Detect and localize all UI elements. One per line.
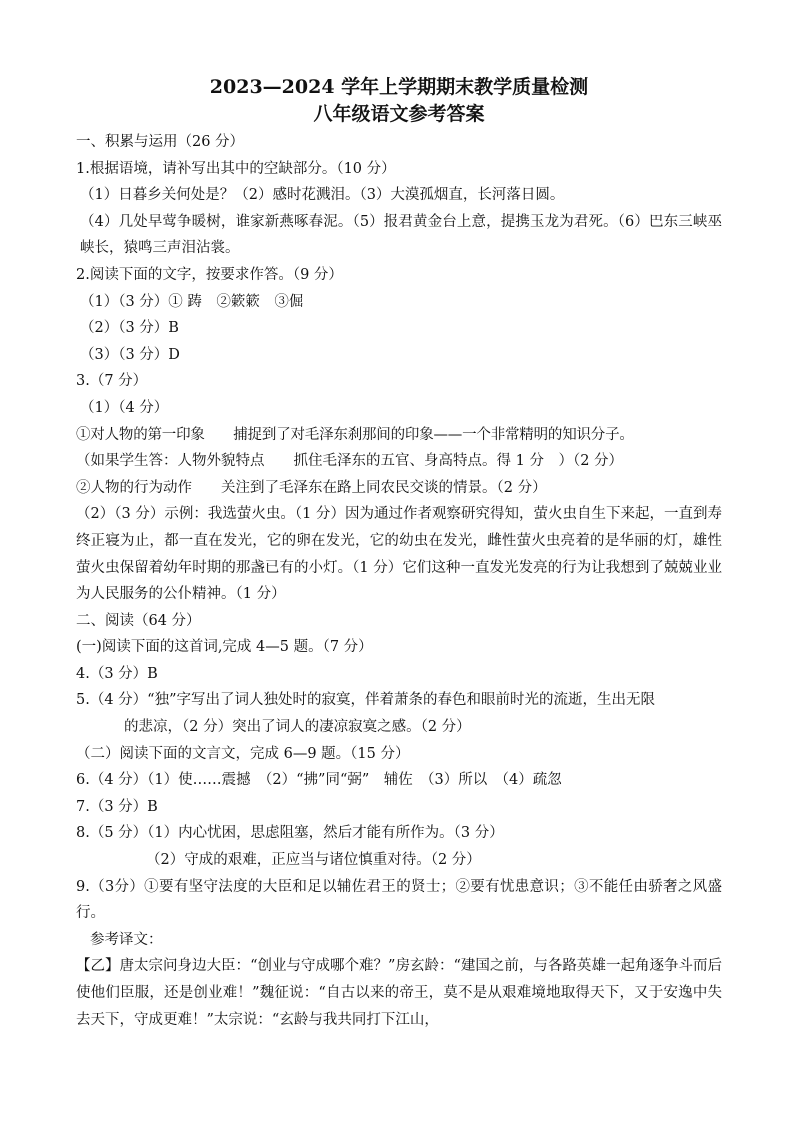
answer-line: ①对人物的第一印象 捕捉到了对毛泽东刹那间的印象——一个非常精明的知识分子。	[76, 426, 634, 443]
answer-line: （1）日暮乡关何处是？（2）感时花溅泪。（3）大漠孤烟直，长河落日圆。	[80, 187, 565, 204]
question-heading: 3.（7 分）	[76, 373, 148, 390]
answer-paragraph: （4）几处早莺争暖树，谁家新燕啄春泥。（5）报君黄金台上意，提携玉龙为君死。（6）巴东三峡巫峡长，猿鸣三声泪沾裳。	[80, 213, 722, 257]
answer-line: 8.（5 分）（1）内心忧困，思虑阻塞，然后才能有所作为。（3 分）	[76, 825, 504, 842]
answer-line: 的悲凉，（2 分）突出了词人的凄凉寂寞之感。（2 分）	[124, 719, 471, 736]
answer-line: （3）（3 分）D	[80, 346, 180, 363]
answer-line: （2）（3 分）B	[80, 320, 179, 337]
question-heading: （二）阅读下面的文言文，完成 6—9 题。（15 分）	[76, 745, 410, 762]
question-heading: (一)阅读下面的这首词,完成 4—5 题。（7 分）	[76, 639, 373, 656]
translation-heading: 参考译文：	[90, 931, 163, 948]
answer-line: （1）（3 分）① 踌 ②簌簌 ③倔	[80, 293, 304, 310]
document-title: 2023—2024 学年上学期期末教学质量检测	[209, 76, 589, 98]
answer-paragraph: 9.（3分）①要有坚守法度的大臣和足以辅佐君王的贤士；②要有忧患意识；③不能任由骄奢之风盛行。	[76, 878, 722, 922]
answer-line: ②人物的行为动作 关注到了毛泽东在路上同农民交谈的情景。（2 分）	[76, 479, 547, 496]
answer-line: 4.（3 分）B	[76, 665, 158, 682]
answer-line: （1）（4 分）	[80, 399, 169, 416]
translation-paragraph: 【乙】唐太宗问身边大臣：“创业与守成哪个难？”房玄龄：“建国之前，与各路英雄一起角逐争斗而后使他们臣服，还是创业难！”魏征说：“自古以来的帝王，莫不是从艰难境地取得天下，又于安逸中失去天下，守成更难！”太宗说：“玄龄与我共同打下江山，	[76, 958, 722, 1028]
answer-paragraph: （2）（3 分）示例：我选萤火虫。（1 分）因为通过作者观察研究得知，萤火虫自生下来起，一直到寿终正寝为止，都一直在发光，它的卵在发光，它的幼虫在发光，雌性萤火虫亮着的是华丽的灯，雄性萤火虫保留着幼年时期的那盏已有的小灯。（1 分）它们这种一直发光发亮的行为让我想到了兢兢业业为人民服务的公仆精神。（1 分）	[76, 506, 722, 603]
section-heading: 二、阅读（64 分）	[76, 612, 201, 629]
question-heading: 2.阅读下面的文字，按要求作答。（9 分）	[76, 266, 343, 283]
document-subtitle: 八年级语文参考答案	[313, 103, 485, 125]
section-heading: 一、积累与运用（26 分）	[76, 134, 245, 150]
answer-document	[76, 74, 722, 1033]
answer-line: 7.（3 分）B	[76, 798, 158, 815]
answer-line: （2）守成的艰难，正应当与诸位慎重对待。（2 分）	[146, 852, 481, 869]
answer-line: （如果学生答：人物外貌特点 抓住毛泽东的五官、身高特点。得 1 分 ）（2 分）	[76, 453, 624, 470]
answer-line: 6.（4 分）（1）使……震撼 （2）“拂”同“弼” 辅佐 （3）所以 （4）疏忽	[76, 772, 562, 789]
question-heading: 1.根据语境，请补写出其中的空缺部分。（10 分）	[76, 160, 396, 177]
answer-line: 5.（4 分）“独”字写出了词人独处时的寂寞，伴着萧条的春色和眼前时光的流逝，生出无限	[76, 692, 655, 709]
